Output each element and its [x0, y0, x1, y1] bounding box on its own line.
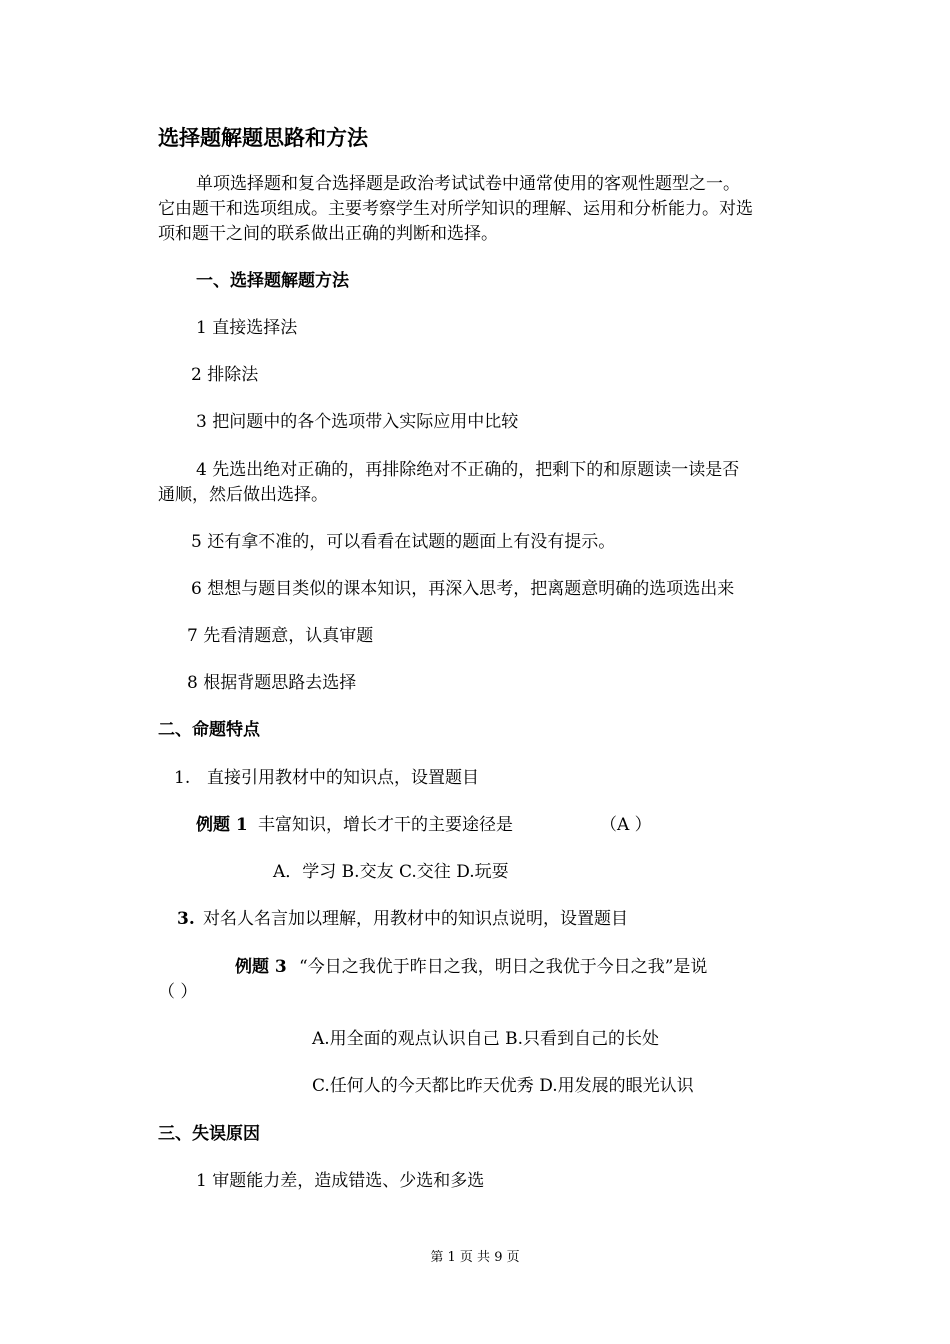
feature-1-text: 直接引用教材中的知识点，设置题目	[207, 768, 479, 788]
page-footer: 第 1 页 共 9 页	[430, 1250, 520, 1265]
example-3-question: “今日之我优于昨日之我，明日之我优于今日之我”是说	[299, 957, 708, 977]
example-3-options-ab: A.用全面的观点认识自己 B.只看到自己的长处	[312, 1029, 659, 1049]
example-3-label: 例题 3	[235, 957, 287, 977]
method-item-1: 1 直接选择法	[196, 318, 298, 338]
method-item-4: 4 先选出绝对正确的，再排除绝对不正确的，把剩下的和原题读一读是否	[196, 460, 740, 480]
section-heading-features: 二、命题特点	[158, 720, 260, 740]
method-item-2: 2 排除法	[191, 365, 259, 385]
method-item-7: 7 先看清题意，认真审题	[187, 626, 374, 646]
example-1-label: 例题 1	[196, 815, 248, 835]
intro-line-2: 它由题干和选项组成。主要考察学生对所学知识的理解、运用和分析能力。对选	[158, 199, 753, 219]
intro-line-3: 项和题干之间的联系做出正确的判断和选择。	[158, 224, 498, 244]
method-item-5: 5 还有拿不准的，可以看看在试题的题面上有没有提示。	[191, 532, 616, 552]
example-3-answer: （ ）	[158, 982, 198, 1002]
section-heading-methods: 一、选择题解题方法	[196, 271, 349, 291]
section-heading-errors: 三、失误原因	[158, 1124, 260, 1144]
intro-line-1: 单项选择题和复合选择题是政治考试试卷中通常使用的客观性题型之一。	[196, 174, 740, 194]
method-item-3: 3 把问题中的各个选项带入实际应用中比较	[196, 412, 519, 432]
example-1-options: A．学习 B.交友 C.交往 D.玩耍	[273, 862, 509, 882]
feature-3-text: 对名人名言加以理解，用教材中的知识点说明，设置题目	[203, 909, 628, 929]
method-item-4-cont: 通顺，然后做出选择。	[158, 485, 328, 505]
method-item-6: 6 想想与题目类似的课本知识，再深入思考，把离题意明确的选项选出来	[191, 579, 735, 599]
page-title: 选择题解题思路和方法	[158, 125, 368, 150]
example-1-question: 丰富知识，增长才干的主要途径是	[258, 815, 513, 835]
error-item-1: 1 审题能力差，造成错选、少选和多选	[196, 1171, 485, 1191]
method-item-8: 8 根据背题思路去选择	[187, 673, 357, 693]
example-3-options-cd: C.任何人的今天都比昨天优秀 D.用发展的眼光认识	[312, 1076, 694, 1096]
feature-1-num: 1.	[174, 768, 191, 788]
example-1-answer: （A ）	[600, 815, 652, 835]
feature-3-num: 3.	[177, 909, 195, 929]
